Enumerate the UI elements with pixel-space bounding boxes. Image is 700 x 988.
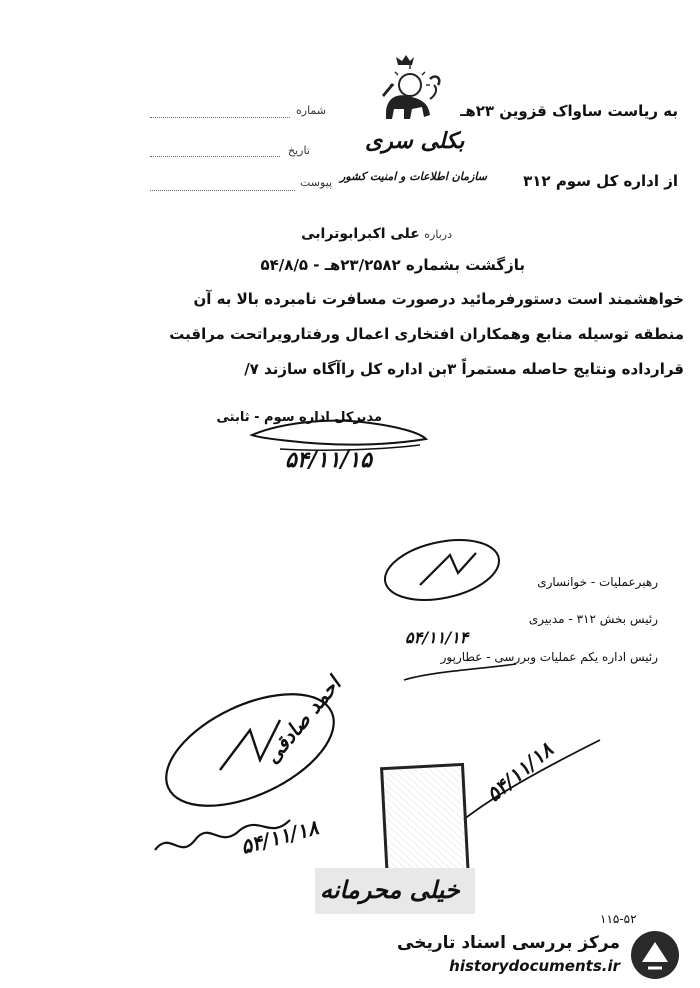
routing-signature-scribble bbox=[380, 535, 510, 605]
subject-prefix: درباره bbox=[424, 228, 452, 241]
sender-line: از اداره کل سوم ۳۱۲ bbox=[523, 172, 678, 190]
number-label: شماره bbox=[296, 104, 327, 117]
attachment-dotted-line bbox=[150, 190, 295, 191]
watermark-title: مرکز بررسی اسناد تاریخی bbox=[397, 933, 620, 953]
page-code: ۱۱۵-۵۲ bbox=[600, 912, 637, 926]
date-dotted-line bbox=[150, 156, 280, 157]
recipient-line: به ریاست ساواک قزوین ۲۳هـ bbox=[460, 102, 678, 120]
handwritten-note-date: ۵۴/۱۱/۱۸ bbox=[238, 815, 321, 859]
reference-line: بازگشت بشماره ۲۳/۲۵۸۲هـ - ۵۴/۸/۵ bbox=[260, 256, 525, 274]
director-signature-line: مدیرکل اداره سوم - ثابتی bbox=[216, 410, 382, 425]
routing-line-3: رئیس اداره یکم عملیات وبررسی - عطارپور bbox=[440, 650, 658, 664]
routing-underline-scribble bbox=[400, 660, 520, 690]
routing-line-1: رهبرعملیات - خوانساری bbox=[537, 575, 658, 589]
handwritten-name-note: احمد صادقی bbox=[259, 672, 346, 768]
attachment-label: پیوست bbox=[300, 176, 333, 189]
routing-handwritten-date: ۵۴/۱۱/۱۴ bbox=[405, 628, 469, 647]
number-dotted-line bbox=[150, 117, 290, 118]
top-secret-stamp: بکلی سری bbox=[365, 128, 465, 154]
handwritten-right-dates: ۵۴/۱۱/۱۸ bbox=[481, 737, 558, 807]
bottom-classification-stamp: خیلی محرمانه bbox=[320, 875, 460, 904]
org-stamp: سازمان اطلاعات و امنیت کشور bbox=[340, 170, 487, 183]
date-label: تاریخ bbox=[288, 144, 310, 157]
body-line-1: خواهشمند است دستورفرمائید درصورت مسافرت نامبرده بالا به آن bbox=[193, 290, 684, 308]
lion-sun-emblem-icon bbox=[372, 55, 444, 127]
subject-name: علی اکبرابوترابی bbox=[301, 226, 420, 242]
watermark-url: historydocuments.ir bbox=[449, 957, 620, 975]
director-signature-scribble bbox=[250, 405, 430, 455]
body-line-2: منطقه توسیله منابع وهمکاران افتخاری اعمال ورفتارویراتحت مراقبت bbox=[169, 325, 684, 343]
director-handwritten-date: ۵۴/۱۱/۱۵ bbox=[285, 447, 372, 473]
receipt-stamp-box bbox=[380, 763, 470, 883]
watermark-logo-icon bbox=[628, 928, 683, 983]
subject-line bbox=[301, 226, 452, 242]
routing-line-2: رئیس بخش ۳۱۲ - مدبیری bbox=[528, 612, 658, 626]
body-line-3: قرارداده ونتایج حاصله مستمراً ۳بن اداره کل راآگاه سازند ۷/ bbox=[244, 360, 684, 378]
